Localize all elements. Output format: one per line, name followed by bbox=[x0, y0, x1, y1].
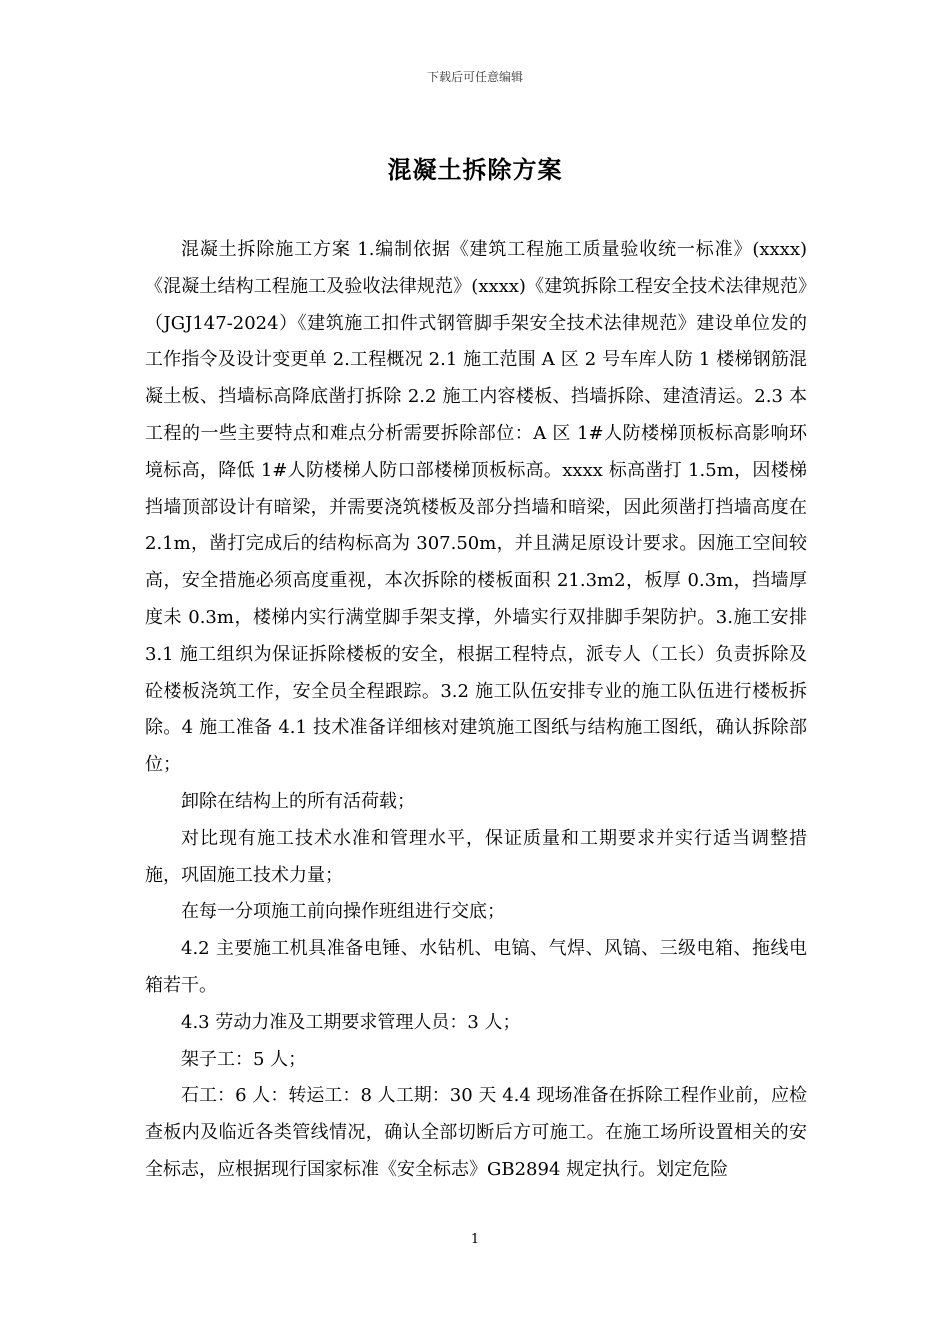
paragraph-4: 在每一分项施工前向操作班组进行交底； bbox=[181, 901, 505, 923]
paragraph-2: 卸除在结构上的所有活荷载； bbox=[181, 790, 415, 812]
document-title: 混凝土拆除方案 bbox=[387, 155, 563, 184]
paragraph-3: 对比现有施工技术水准和管理水平，保证质量和工期要求并实行适当调整措施，巩固施工技术力量； bbox=[145, 827, 807, 886]
paragraph-8: 石工：6 人：转运工：8 人工期：30 天 4.4 现场准备在拆除工程作业前，应检查板内及临近各类管线情况，确认全部切断后方可施工。在施工场所设置相关的安全标志，应根据现行国家标准《安全标志》GB2894 规定执行。划定危险 bbox=[145, 1085, 807, 1180]
paragraph-5: 4.2 主要施工机具准备电锤、水钻机、电镐、气焊、风镐、三级电箱、拖线电箱若干。 bbox=[145, 938, 807, 996]
paragraph-1: 混凝土拆除施工方案 1.编制依据《建筑工程施工质量验收统一标准》(xxxx)《混凝土结构工程施工及验收法律规范》(xxxx)《建筑拆除工程安全技术法律规范》（JGJ147-2024）《建筑施工扣件式钢管脚手架安全技术法律规范》建设单位发的工作指令及设计变更单 2.工程概况 2.1 施工范围 A 区 2 号车库人防 1 楼梯钢筋混凝土板、挡墙标高降底凿打拆除 2.2 施工内容楼板、挡墙拆除、建渣清运。2.3 本工程的一些主要特点和难点分析需要拆除部位：A 区 1#人防楼梯顶板标高影响环境标高，降低 1#人防楼梯人防口部楼梯顶板标高。xxxx 标高凿打 1.5m，因楼梯挡墙顶部设计有暗梁，并需要浇筑楼板及部分挡墙和暗梁，因此须凿打挡墙高度在 2.1m，凿打完成后的结构标高为 307.50m，并且满足原设计要求。因施工空间较高，安全措施必须高度重视，本次拆除的楼板面积 21.3m2，板厚 0.3m，挡墙厚度未 0.3m，楼梯内实行满堂脚手架支撑，外墙实行双排脚手架防护。3.施工安排 3.1 施工组织为保证拆除楼板的安全，根据工程特点，派专人（工长）负责拆除及砼楼板浇筑工作，安全员全程跟踪。3.2 施工队伍安排专业的施工队伍进行楼板拆除。4 施工准备 4.1 技术准备详细核对建筑施工图纸与结构施工图纸，确认拆除部位； bbox=[145, 239, 807, 776]
page-number: 1 bbox=[470, 1232, 480, 1247]
document-body bbox=[145, 232, 807, 1189]
header-note: 下载后可任意编辑 bbox=[426, 70, 523, 84]
paragraph-7: 架子工：5 人； bbox=[181, 1048, 307, 1070]
paragraph-6: 4.3 劳动力准及工期要求管理人员：3 人； bbox=[181, 1011, 521, 1033]
